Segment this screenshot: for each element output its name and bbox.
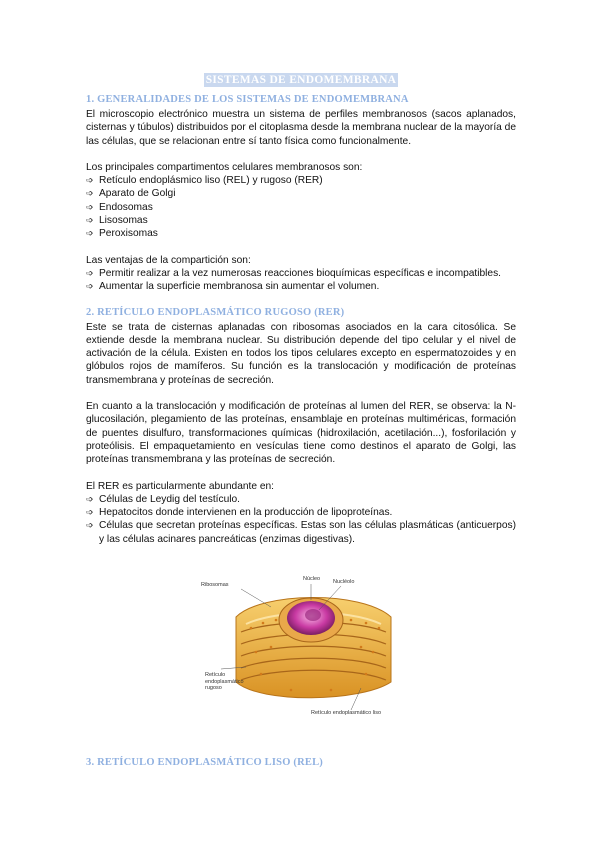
rough-er-label: Retículo endoplasmático rugoso	[205, 672, 244, 692]
compartments-list	[86, 174, 516, 240]
nucleus-label: Núcleo	[303, 576, 321, 583]
arrow-bullet-icon: ➩	[86, 188, 94, 199]
arrow-bullet-icon: ➩	[86, 507, 94, 518]
arrow-bullet-icon: ➩	[86, 175, 94, 186]
list-item: ➩ Retículo endoplásmico liso (REL) y rugoso (RER)	[86, 175, 323, 187]
arrow-bullet-icon: ➩	[86, 493, 94, 504]
list-item: ➩ Endosomas	[86, 201, 153, 213]
list-item: ➩ Células de Leydig del testículo.	[86, 493, 241, 505]
rer-abundance-list	[86, 493, 516, 546]
list-item: ➩ Peroxisomas	[86, 228, 158, 240]
arrow-bullet-icon: ➩	[86, 520, 94, 531]
section-2-paragraph-1: Este se trata de cisternas aplanadas con ribosomas asociados en la cara citosólica. Se extiende desde la membrana nuclear. Su distribución depende del tipo celular y el nivel de activación de la célula. Existen en todos los tipos celulares excepto en espermatozoides y en glóbulos rojos de mamíferos. Su función es la translocación y modificación de proteínas transmembrana y proteínas de secreción.	[86, 321, 516, 386]
list-item: ➩ Aparato de Golgi	[86, 188, 176, 200]
rer-illustration-graphic	[201, 562, 421, 717]
section-1-heading: 1. GENERALIDADES DE LOS SISTEMAS DE ENDOMEMBRANA	[86, 94, 409, 105]
ribosomes-label: Ribosomas	[201, 582, 229, 589]
document-page	[86, 70, 516, 717]
arrow-bullet-icon: ➩	[86, 201, 94, 212]
advantages-list	[86, 267, 516, 294]
arrow-bullet-icon: ➩	[86, 228, 94, 239]
arrow-bullet-icon: ➩	[86, 281, 94, 292]
list-item: ➩ Permitir realizar a la vez numerosas reacciones bioquímicas específicas e incompatibles.	[86, 267, 502, 279]
nucleolus-label: Nucléolo	[333, 579, 355, 586]
rer-illustration	[201, 562, 421, 717]
document-title: SISTEMAS DE ENDOMEMBRANA	[205, 74, 397, 86]
advantages-intro: Las ventajas de la compartición son:	[86, 254, 251, 266]
list-item: ➩ Aumentar la superficie membranosa sin aumentar el volumen.	[86, 281, 380, 293]
list-item: ➩ Células que secretan proteínas específicas. Estas son las células plasmáticas (anticuerpos) y las células acinares pancreáticas (enzimas digestivas).	[86, 520, 516, 545]
section-2-list-intro: El RER es particularmente abundante en:	[86, 480, 275, 492]
section-1-list-intro: Los principales compartimentos celulares membranosos son:	[86, 161, 363, 173]
list-item: ➩ Hepatocitos donde intervienen en la producción de lipoproteínas.	[86, 507, 393, 519]
smooth-er-label: Retículo endoplasmático liso	[311, 710, 382, 717]
section-2-paragraph-2: En cuanto a la translocación y modificación de proteínas al lumen del RER, se observa: la N-glucosilación, plegamiento de las proteínas, ensamblaje en proteínas multiméricas, formación de puentes disulfuro, transformaciones químicas (hidroxilación, acetilación...), fosforilación y proteólisis. El empaquetamiento en vesículas tiene como destinos el aparato de Golgi, las proteínas transmembrana y las proteínas de secreción.	[86, 401, 516, 466]
list-item: ➩ Lisosomas	[86, 215, 148, 227]
section-2-heading: 2. RETÍCULO ENDOPLASMÁTICO RUGOSO (RER)	[86, 306, 345, 318]
arrow-bullet-icon: ➩	[86, 267, 94, 278]
section-1-intro: El microscopio electrónico muestra un sistema de perfiles membranosos (sacos aplanados, cisternas y túbulos) distribuidos por el citoplasma desde la membrana nuclear de la mayoría de las células, que se relacionan entre sí tanto física como funcionalmente.	[86, 109, 516, 147]
section-3-heading: 3. RETÍCULO ENDOPLASMÁTICO LISO (REL)	[86, 757, 323, 768]
arrow-bullet-icon: ➩	[86, 215, 94, 226]
